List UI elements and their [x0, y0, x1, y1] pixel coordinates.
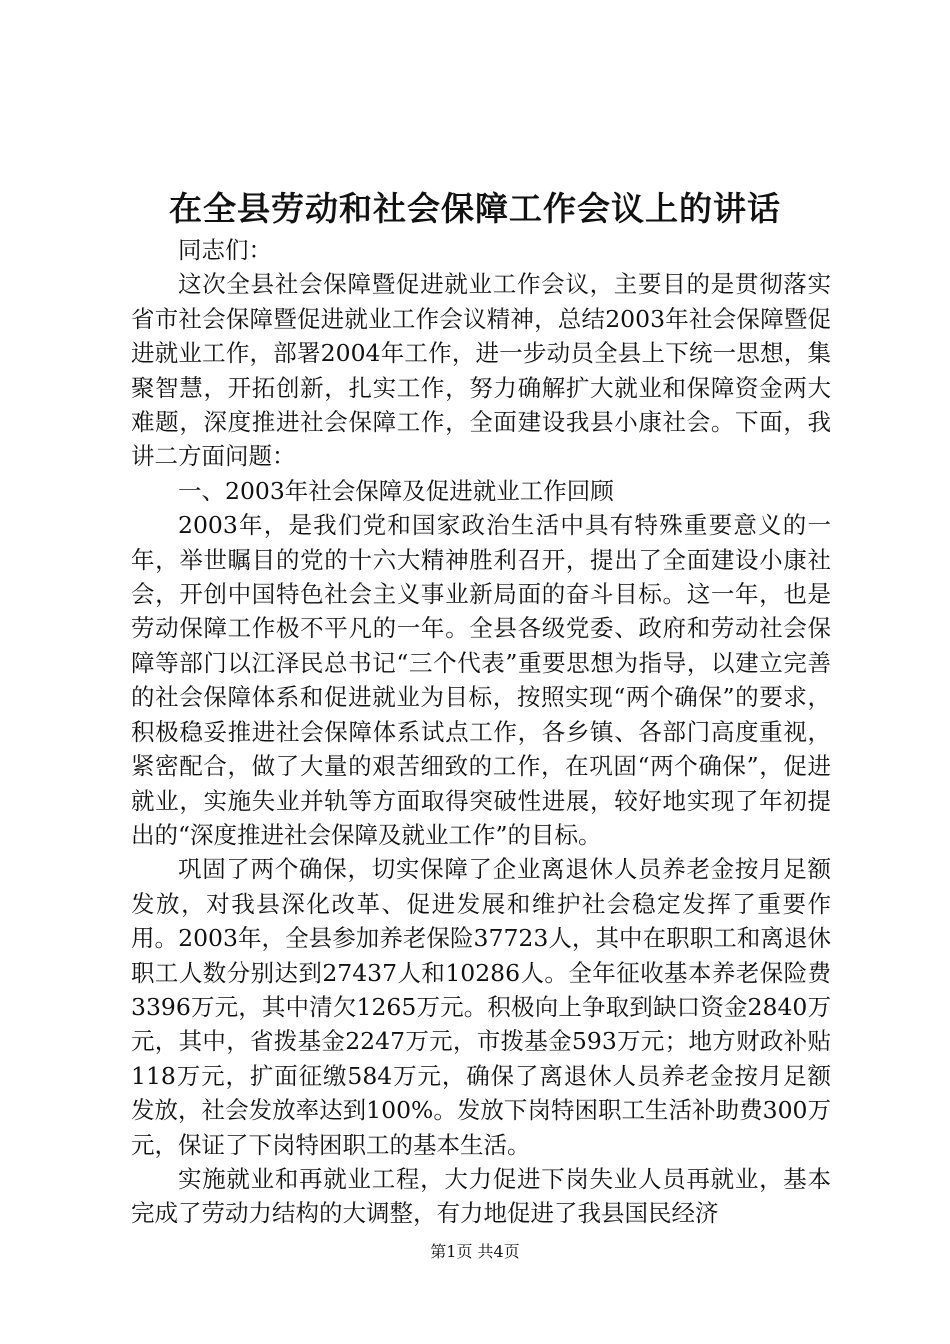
paragraph-employment: 实施就业和再就业工程，大力促进下岗失业人员再就业，基本完成了劳动力结构的大调整，有力地促进了我县国民经济	[131, 1164, 831, 1228]
section-heading: 一、2003年社会保障及促进就业工作回顾	[178, 476, 614, 505]
paragraph-salutation: 同志们：	[178, 236, 272, 264]
paragraph-pension: 巩固了两个确保，切实保障了企业离退休人员养老金按月足额发放，对我县深化改革、促进发展和维护社会稳定发挥了重要作用。2003年，全县参加养老保险37723人，其中在职职工和离退休职工人数分别达到27437人和10286人。全年征收基本养老保险费3396万元，其中清欠1265万元。积极向上争取到缺口资金2840万元，其中，省拨基金2247万元，市拨基金593万元；地方财政补贴118万元，扩面征缴584万元，确保了离退休人员养老金按月足额发放，社会发放率达到100%。发放下岗特困职工生活补助费300万元，保证了下岗特困职工的基本生活。	[131, 855, 831, 1159]
paragraph-review: 2003年，是我们党和国家政治生活中具有特殊重要意义的一年，举世瞩目的党的十六大精神胜利召开，提出了全面建设小康社会，开创中国特色社会主义事业新局面的奋斗目标。这一年，也是劳动保障工作极不平凡的一年。全县各级党委、政府和劳动社会保障等部门以江泽民总书记“三个代表”重要思想为指导，以建立完善的社会保障体系和促进就业为目标，按照实现“两个确保”的要求，积极稳妥推进社会保障体系试点工作，各乡镇、各部门高度重视，紧密配合，做了大量的艰苦细致的工作，在巩固“两个确保”，促进就业，实施失业并轨等方面取得突破性进展，较好地实现了年初提出的“深度推进社会保障及就业工作”的目标。	[131, 511, 831, 849]
document-title: 在全县劳动和社会保障工作会议上的讲话	[169, 189, 781, 228]
document-body	[131, 233, 831, 1231]
page-number-footer: 第1页 共4页	[430, 1242, 520, 1261]
paragraph-intro: 这次全县社会保障暨促进就业工作会议，主要目的是贯彻落实省市社会保障暨促进就业工作会议精神，总结2003年社会保障暨促进就业工作，部署2004年工作，进一步动员全县上下统一思想，集聚智慧，开拓创新，扎实工作，努力确解扩大就业和保障资金两大难题，深度推进社会保障工作，全面建设我县小康社会。下面，我讲二方面问题：	[131, 270, 831, 471]
